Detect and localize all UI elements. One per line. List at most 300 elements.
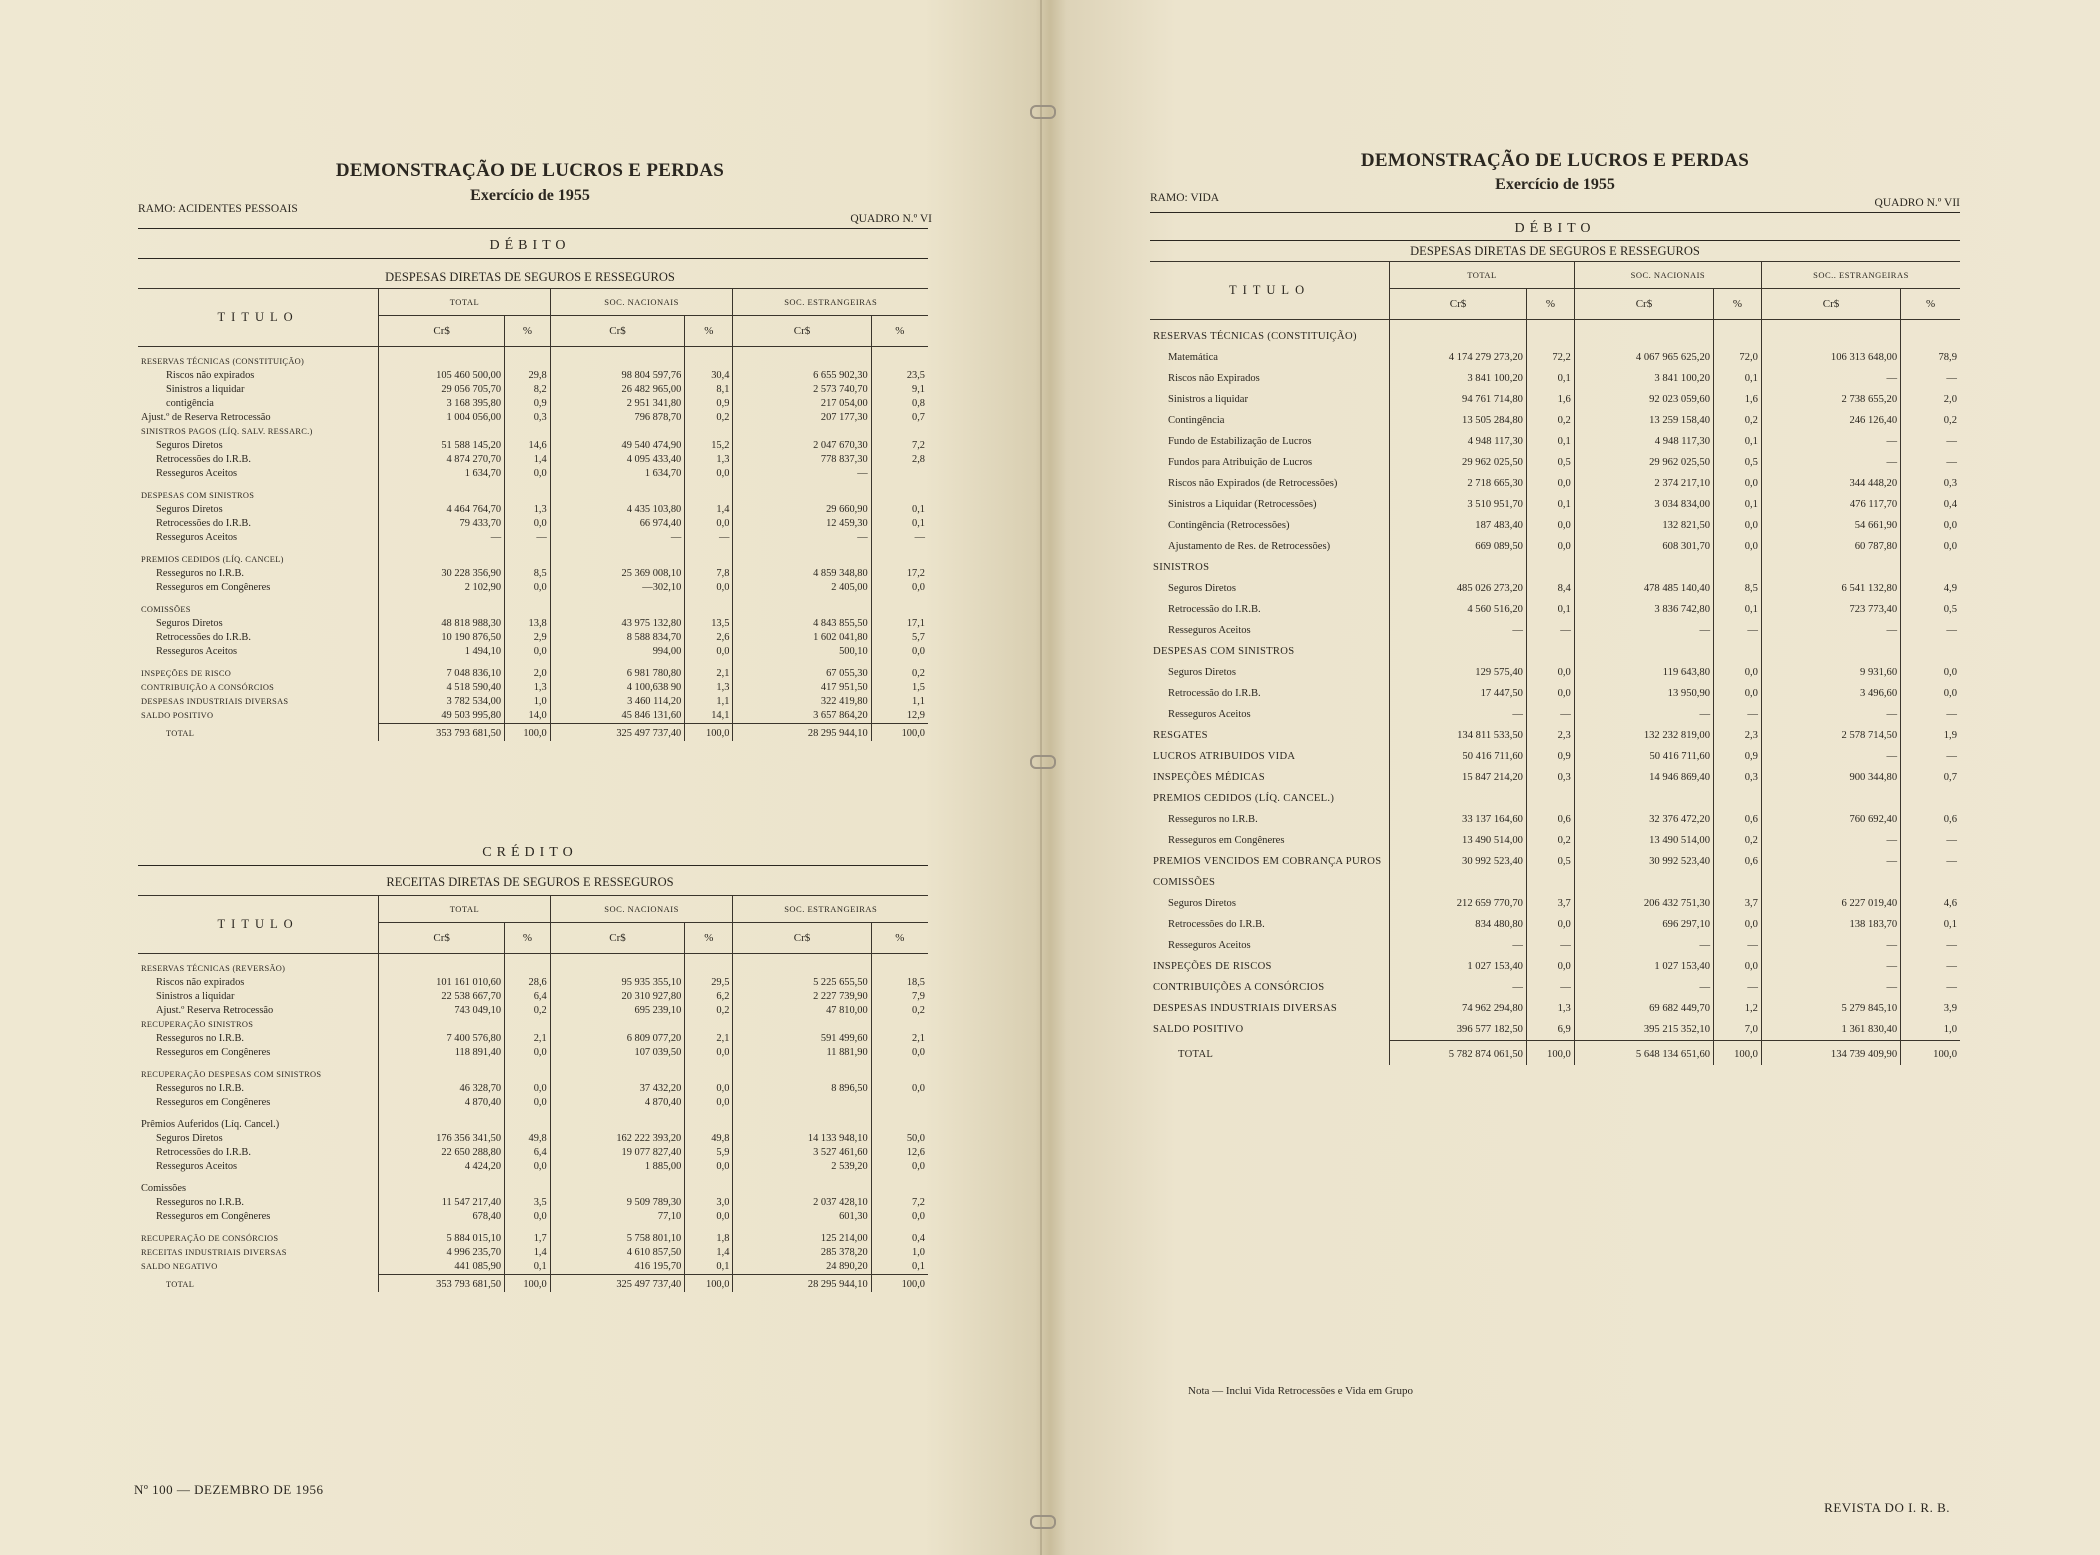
row-label: Ajustamento de Res. de Retrocessões): [1168, 541, 1331, 552]
percent-cell: 2,0: [505, 667, 551, 681]
percent-cell: [1714, 326, 1762, 347]
table-row: [138, 1118, 928, 1132]
percent-cell: 7,9: [871, 990, 928, 1004]
section-credito: CRÉDITO: [482, 845, 578, 860]
percent-cell: 8,2: [505, 383, 551, 397]
row-label: SALDO POSITIVO: [1153, 1024, 1244, 1036]
column-header-pct: %: [685, 316, 733, 347]
amount-cell: 4 870,40: [550, 1096, 685, 1110]
amount-cell: 13 950,90: [1574, 683, 1713, 704]
amount-cell: [733, 553, 871, 567]
amount-cell: 3 510 951,70: [1390, 494, 1527, 515]
amount-cell: [550, 1018, 685, 1032]
row-label: DESPESAS COM SINISTROS: [141, 491, 255, 500]
amount-cell: [1390, 641, 1527, 662]
amount-cell: 1 634,70: [379, 467, 505, 481]
amount-cell: 4 948 117,30: [1390, 431, 1527, 452]
amount-cell: 2 227 739,90: [733, 990, 871, 1004]
amount-cell: 1 004 056,00: [379, 411, 505, 425]
amount-cell: 2 718 665,30: [1390, 473, 1527, 494]
amount-cell: 5 648 134 651,60: [1574, 1041, 1713, 1066]
row-label: Contingência (Retrocessões): [1168, 520, 1290, 531]
percent-cell: 17,1: [871, 617, 928, 631]
percent-cell: 0,1: [871, 1260, 928, 1275]
table-row: [1150, 704, 1960, 725]
amount-cell: 19 077 827,40: [550, 1146, 685, 1160]
percent-cell: —: [1901, 977, 1960, 998]
percent-cell: 0,6: [1714, 851, 1762, 872]
amount-cell: 2 037 428,10: [733, 1196, 871, 1210]
amount-cell: —: [550, 531, 685, 545]
table-row: [138, 1160, 928, 1174]
percent-cell: [685, 962, 733, 976]
percent-cell: 0,6: [1901, 809, 1960, 830]
column-header-nacionais: SOC. NACIONAIS: [550, 289, 733, 316]
column-header-nacionais: SOC. NACIONAIS: [1574, 262, 1761, 289]
amount-cell: 3 841 100,20: [1574, 368, 1713, 389]
percent-cell: [1901, 872, 1960, 893]
percent-cell: 2,1: [505, 1032, 551, 1046]
percent-cell: 1,9: [1901, 725, 1960, 746]
rule: [138, 258, 928, 259]
amount-cell: 4 067 965 625,20: [1574, 347, 1713, 368]
ramo-label: RAMO: ACIDENTES PESSOAIS: [138, 203, 298, 215]
percent-cell: 49,8: [685, 1132, 733, 1146]
amount-cell: —: [1390, 977, 1527, 998]
amount-cell: 6 809 077,20: [550, 1032, 685, 1046]
column-header-estrangeiras: SOC.. ESTRANGEIRAS: [1761, 262, 1960, 289]
amount-cell: 119 643,80: [1574, 662, 1713, 683]
percent-cell: —: [1901, 746, 1960, 767]
percent-cell: 29,5: [685, 976, 733, 990]
amount-cell: 30 992 523,40: [1574, 851, 1713, 872]
amount-cell: 723 773,40: [1761, 599, 1900, 620]
percent-cell: 0,0: [1526, 515, 1574, 536]
row-label: Sinistros a Liquidar (Retrocessões): [1168, 499, 1317, 510]
percent-cell: 1,6: [1714, 389, 1762, 410]
amount-cell: —: [1761, 452, 1900, 473]
amount-cell: [550, 553, 685, 567]
amount-cell: 13 490 514,00: [1390, 830, 1527, 851]
percent-cell: 2,1: [685, 1032, 733, 1046]
amount-cell: 33 137 164,60: [1390, 809, 1527, 830]
percent-cell: 0,5: [1901, 599, 1960, 620]
amount-cell: 15 847 214,20: [1390, 767, 1527, 788]
percent-cell: 0,2: [871, 1004, 928, 1018]
row-label: RESERVAS TÉCNICAS (CONSTITUIÇÃO): [1153, 331, 1357, 342]
column-header-pct: %: [1526, 289, 1574, 320]
amount-cell: 74 962 294,80: [1390, 998, 1527, 1019]
percent-cell: 23,5: [871, 369, 928, 383]
percent-cell: 0,1: [871, 517, 928, 531]
amount-cell: [379, 425, 505, 439]
row-label: RESERVAS TÉCNICAS (CONSTITUIÇÃO): [141, 357, 305, 366]
percent-cell: 0,0: [505, 1046, 551, 1060]
amount-cell: 29 660,90: [733, 503, 871, 517]
rule: [1150, 212, 1960, 213]
percent-cell: [1714, 641, 1762, 662]
column-header-crs: Cr$: [1574, 289, 1713, 320]
table-row: [138, 962, 928, 976]
percent-cell: 1,0: [505, 695, 551, 709]
percent-cell: —: [1901, 431, 1960, 452]
table-row: [138, 1046, 928, 1060]
table-row: [138, 397, 928, 411]
amount-cell: 50 416 711,60: [1574, 746, 1713, 767]
percent-cell: 0,5: [1526, 851, 1574, 872]
row-label: Resseguros Aceitos: [156, 468, 238, 479]
percent-cell: 0,2: [1526, 830, 1574, 851]
percent-cell: 2,3: [1526, 725, 1574, 746]
row-label: SALDO NEGATIVO: [141, 1262, 218, 1272]
column-header-crs: Cr$: [550, 316, 685, 347]
column-header-pct: %: [1901, 289, 1960, 320]
column-header-pct: %: [871, 316, 928, 347]
row-label: Resseguros no I.R.B.: [1168, 814, 1258, 825]
row-label: PREMIOS CEDIDOS (LÍQ. CANCEL.): [1153, 793, 1335, 804]
row-label: Resseguros no I.R.B.: [156, 1033, 245, 1044]
amount-cell: 28 295 944,10: [733, 1275, 871, 1293]
page-footer: Nº 100 — DEZEMBRO DE 1956: [134, 1482, 324, 1497]
percent-cell: [871, 603, 928, 617]
percent-cell: 0,0: [505, 1210, 551, 1224]
amount-cell: 2 102,90: [379, 581, 505, 595]
amount-cell: 66 974,40: [550, 517, 685, 531]
row-label: RESERVAS TÉCNICAS (REVERSÃO): [141, 964, 286, 973]
amount-cell: [550, 425, 685, 439]
amount-cell: 695 239,10: [550, 1004, 685, 1018]
amount-cell: [379, 1118, 505, 1132]
percent-cell: 0,9: [1526, 746, 1574, 767]
percent-cell: 0,1: [685, 1260, 733, 1275]
percent-cell: 0,0: [871, 1082, 928, 1096]
amount-cell: 138 183,70: [1761, 914, 1900, 935]
percent-cell: 2,3: [1714, 725, 1762, 746]
table-row: [138, 603, 928, 617]
column-header-crs: Cr$: [733, 316, 871, 347]
amount-cell: —302,10: [550, 581, 685, 595]
amount-cell: 47 810,00: [733, 1004, 871, 1018]
percent-cell: 0,1: [1714, 431, 1762, 452]
amount-cell: 118 891,40: [379, 1046, 505, 1060]
amount-cell: [550, 1182, 685, 1196]
amount-cell: [1574, 788, 1713, 809]
amount-cell: 92 023 059,60: [1574, 389, 1713, 410]
row-label: CONTRIBUIÇÕES A CONSÓRCIOS: [1153, 982, 1325, 993]
percent-cell: 100,0: [871, 1275, 928, 1293]
amount-cell: [1574, 326, 1713, 347]
table-row: [138, 553, 928, 567]
row-label: Retrocessões do I.R.B.: [156, 454, 251, 465]
page-gutter: [1040, 0, 1042, 1555]
amount-cell: [379, 962, 505, 976]
table-row: [138, 1210, 928, 1224]
row-label: Retrocessão do I.R.B.: [1168, 688, 1261, 699]
amount-cell: —: [1574, 620, 1713, 641]
amount-cell: 11 881,90: [733, 1046, 871, 1060]
percent-cell: [505, 425, 551, 439]
row-label: Matemática: [1168, 352, 1218, 363]
percent-cell: 1,4: [685, 503, 733, 517]
percent-cell: 29,8: [505, 369, 551, 383]
row-label: Seguros Diretos: [1168, 583, 1236, 594]
amount-cell: 95 935 355,10: [550, 976, 685, 990]
amount-cell: 2 573 740,70: [733, 383, 871, 397]
table-row: [138, 517, 928, 531]
amount-cell: 4 948 117,30: [1574, 431, 1713, 452]
row-label: TOTAL: [1178, 1048, 1214, 1060]
table-row: [1150, 578, 1960, 599]
column-header-estrangeiras: SOC. ESTRANGEIRAS: [733, 289, 928, 316]
percent-cell: 8,4: [1526, 578, 1574, 599]
percent-cell: —: [1901, 851, 1960, 872]
amount-cell: 132 821,50: [1574, 515, 1713, 536]
table-row: [138, 1260, 928, 1275]
amount-cell: 3 836 742,80: [1574, 599, 1713, 620]
percent-cell: 1,4: [505, 1246, 551, 1260]
percent-cell: 0,0: [1714, 956, 1762, 977]
percent-cell: 0,2: [1901, 410, 1960, 431]
amount-cell: —: [1761, 956, 1900, 977]
amount-cell: 994,00: [550, 645, 685, 659]
rule: [138, 865, 928, 866]
table-row: [138, 667, 928, 681]
percent-cell: 100,0: [871, 724, 928, 742]
percent-cell: 2,0: [1901, 389, 1960, 410]
amount-cell: 129 575,40: [1390, 662, 1527, 683]
percent-cell: —: [505, 531, 551, 545]
percent-cell: [685, 603, 733, 617]
percent-cell: 6,4: [505, 990, 551, 1004]
amount-cell: 8 896,50: [733, 1082, 871, 1096]
percent-cell: 0,2: [871, 667, 928, 681]
percent-cell: [1901, 788, 1960, 809]
row-label: RECUPERAÇÃO SINISTROS: [141, 1020, 254, 1029]
amount-cell: 1 602 041,80: [733, 631, 871, 645]
table-row: [138, 617, 928, 631]
amount-cell: 134 811 533,50: [1390, 725, 1527, 746]
page-title: DEMONSTRAÇÃO DE LUCROS E PERDAS: [1360, 150, 1750, 171]
table-row: [138, 1196, 928, 1210]
percent-cell: 0,0: [505, 517, 551, 531]
percent-cell: 1,3: [685, 453, 733, 467]
table-row: [138, 709, 928, 724]
amount-cell: 49 503 995,80: [379, 709, 505, 724]
amount-cell: 134 739 409,90: [1761, 1041, 1900, 1066]
amount-cell: [550, 1068, 685, 1082]
amount-cell: 6 981 780,80: [550, 667, 685, 681]
amount-cell: 7 400 576,80: [379, 1032, 505, 1046]
amount-cell: 2 539,20: [733, 1160, 871, 1174]
table-row: [1150, 620, 1960, 641]
percent-cell: 100,0: [1901, 1041, 1960, 1066]
column-header-crs: Cr$: [1761, 289, 1900, 320]
column-header-crs: Cr$: [550, 923, 685, 954]
amount-cell: 51 588 145,20: [379, 439, 505, 453]
percent-cell: [871, 1018, 928, 1032]
amount-cell: 17 447,50: [1390, 683, 1527, 704]
amount-cell: 67 055,30: [733, 667, 871, 681]
amount-cell: 353 793 681,50: [379, 724, 505, 742]
amount-cell: 395 215 352,10: [1574, 1019, 1713, 1041]
row-label: Retrocessão do I.R.B.: [1168, 604, 1261, 615]
amount-cell: 107 039,50: [550, 1046, 685, 1060]
amount-cell: —: [1761, 977, 1900, 998]
amount-cell: 101 161 010,60: [379, 976, 505, 990]
amount-cell: 678,40: [379, 1210, 505, 1224]
percent-cell: 0,0: [685, 1046, 733, 1060]
percent-cell: 0,0: [1714, 683, 1762, 704]
percent-cell: 0,4: [1901, 494, 1960, 515]
row-label: Retrocessões do I.R.B.: [156, 632, 251, 643]
table-row: [138, 1146, 928, 1160]
percent-cell: 0,0: [1526, 683, 1574, 704]
percent-cell: —: [1714, 935, 1762, 956]
row-label: LUCROS ATRIBUIDOS VIDA: [1153, 751, 1296, 762]
amount-cell: [733, 1068, 871, 1082]
table-note: Nota — Inclui Vida Retrocessões e Vida em Grupo: [1188, 1385, 1413, 1397]
amount-cell: 325 497 737,40: [550, 724, 685, 742]
percent-cell: 0,0: [505, 1096, 551, 1110]
percent-cell: 0,0: [1714, 536, 1762, 557]
row-label: Resseguros Aceitos: [156, 532, 238, 543]
row-label: Resseguros Aceitos: [156, 646, 238, 657]
percent-cell: 12,9: [871, 709, 928, 724]
amount-cell: 478 485 140,40: [1574, 578, 1713, 599]
row-label: Riscos não expirados: [156, 977, 245, 988]
amount-cell: 5 758 801,10: [550, 1232, 685, 1246]
percent-cell: [871, 1182, 928, 1196]
row-label: RESGATES: [1153, 730, 1208, 741]
amount-cell: [1761, 557, 1900, 578]
table-row: [138, 355, 928, 369]
amount-cell: 10 190 876,50: [379, 631, 505, 645]
amount-cell: [733, 425, 871, 439]
amount-cell: 796 878,70: [550, 411, 685, 425]
percent-cell: —: [1526, 704, 1574, 725]
percent-cell: 1,4: [505, 453, 551, 467]
column-header-titulo: TITULO: [1150, 262, 1390, 320]
amount-cell: 48 818 988,30: [379, 617, 505, 631]
table-row: [138, 695, 928, 709]
row-label: Resseguros em Congêneres: [156, 1211, 271, 1222]
percent-cell: 6,4: [505, 1146, 551, 1160]
amount-cell: [379, 1018, 505, 1032]
amount-cell: [550, 489, 685, 503]
percent-cell: 72,0: [1714, 347, 1762, 368]
table-row: [1150, 410, 1960, 431]
percent-cell: 0,9: [505, 397, 551, 411]
table-row: [1150, 1019, 1960, 1041]
amount-cell: 50 416 711,60: [1390, 746, 1527, 767]
table-row: [138, 1082, 928, 1096]
percent-cell: 1,0: [1901, 1019, 1960, 1041]
percent-cell: 0,3: [1901, 473, 1960, 494]
amount-cell: [379, 553, 505, 567]
rule: [138, 228, 928, 229]
table-row: [1150, 725, 1960, 746]
percent-cell: 0,0: [1714, 473, 1762, 494]
row-label: RECUPERAÇÃO DESPESAS COM SINISTROS: [141, 1070, 322, 1079]
amount-cell: —: [733, 467, 871, 481]
row-label: COMISSÕES: [1153, 877, 1216, 888]
percent-cell: [1901, 641, 1960, 662]
amount-cell: [379, 1182, 505, 1196]
table-row: [1150, 935, 1960, 956]
amount-cell: 77,10: [550, 1210, 685, 1224]
percent-cell: 100,0: [1526, 1041, 1574, 1066]
amount-cell: [1761, 788, 1900, 809]
table-row: [1150, 683, 1960, 704]
row-label: Ajust.º Reserva Retrocessão: [156, 1005, 274, 1016]
amount-cell: 4 095 433,40: [550, 453, 685, 467]
percent-cell: 14,0: [505, 709, 551, 724]
percent-cell: 0,1: [1526, 494, 1574, 515]
amount-cell: 206 432 751,30: [1574, 893, 1713, 914]
total-row: [1150, 1041, 1960, 1066]
percent-cell: 0,0: [1714, 515, 1762, 536]
amount-cell: 30 992 523,40: [1390, 851, 1527, 872]
right-page: [1150, 0, 1960, 1555]
amount-cell: 2 405,00: [733, 581, 871, 595]
percent-cell: 0,8: [871, 397, 928, 411]
percent-cell: 0,1: [1714, 368, 1762, 389]
table-row: [138, 645, 928, 659]
percent-cell: [1901, 557, 1960, 578]
percent-cell: 3,7: [1526, 893, 1574, 914]
amount-cell: 13 505 284,80: [1390, 410, 1527, 431]
table-row: [138, 489, 928, 503]
percent-cell: 3,9: [1901, 998, 1960, 1019]
percent-cell: —: [871, 531, 928, 545]
table-row: [138, 990, 928, 1004]
percent-cell: 0,2: [1526, 410, 1574, 431]
amount-cell: 60 787,80: [1761, 536, 1900, 557]
percent-cell: [685, 1068, 733, 1082]
section-debito: DÉBITO: [1514, 221, 1596, 236]
percent-cell: 0,0: [685, 1160, 733, 1174]
percent-cell: 28,6: [505, 976, 551, 990]
table-row: [1150, 767, 1960, 788]
percent-cell: 0,0: [871, 1210, 928, 1224]
percent-cell: 0,0: [871, 1046, 928, 1060]
percent-cell: [871, 489, 928, 503]
amount-cell: [1574, 872, 1713, 893]
row-label: Seguros Diretos: [156, 440, 223, 451]
percent-cell: 100,0: [1714, 1041, 1762, 1066]
table-row: [1150, 494, 1960, 515]
amount-cell: 29 056 705,70: [379, 383, 505, 397]
row-label: TOTAL: [166, 1279, 195, 1289]
amount-cell: 591 499,60: [733, 1032, 871, 1046]
percent-cell: 78,9: [1901, 347, 1960, 368]
amount-cell: 834 480,80: [1390, 914, 1527, 935]
amount-cell: 1 027 153,40: [1574, 956, 1713, 977]
percent-cell: 0,0: [871, 645, 928, 659]
table-row: [138, 681, 928, 695]
amount-cell: [1390, 872, 1527, 893]
row-label: Riscos não Expirados: [1168, 373, 1260, 384]
percent-cell: 0,1: [1714, 599, 1762, 620]
amount-cell: 12 459,30: [733, 517, 871, 531]
amount-cell: [733, 489, 871, 503]
percent-cell: —: [1901, 452, 1960, 473]
table-row: [138, 631, 928, 645]
amount-cell: 207 177,30: [733, 411, 871, 425]
percent-cell: [505, 603, 551, 617]
table-row: [1150, 830, 1960, 851]
amount-cell: 1 885,00: [550, 1160, 685, 1174]
